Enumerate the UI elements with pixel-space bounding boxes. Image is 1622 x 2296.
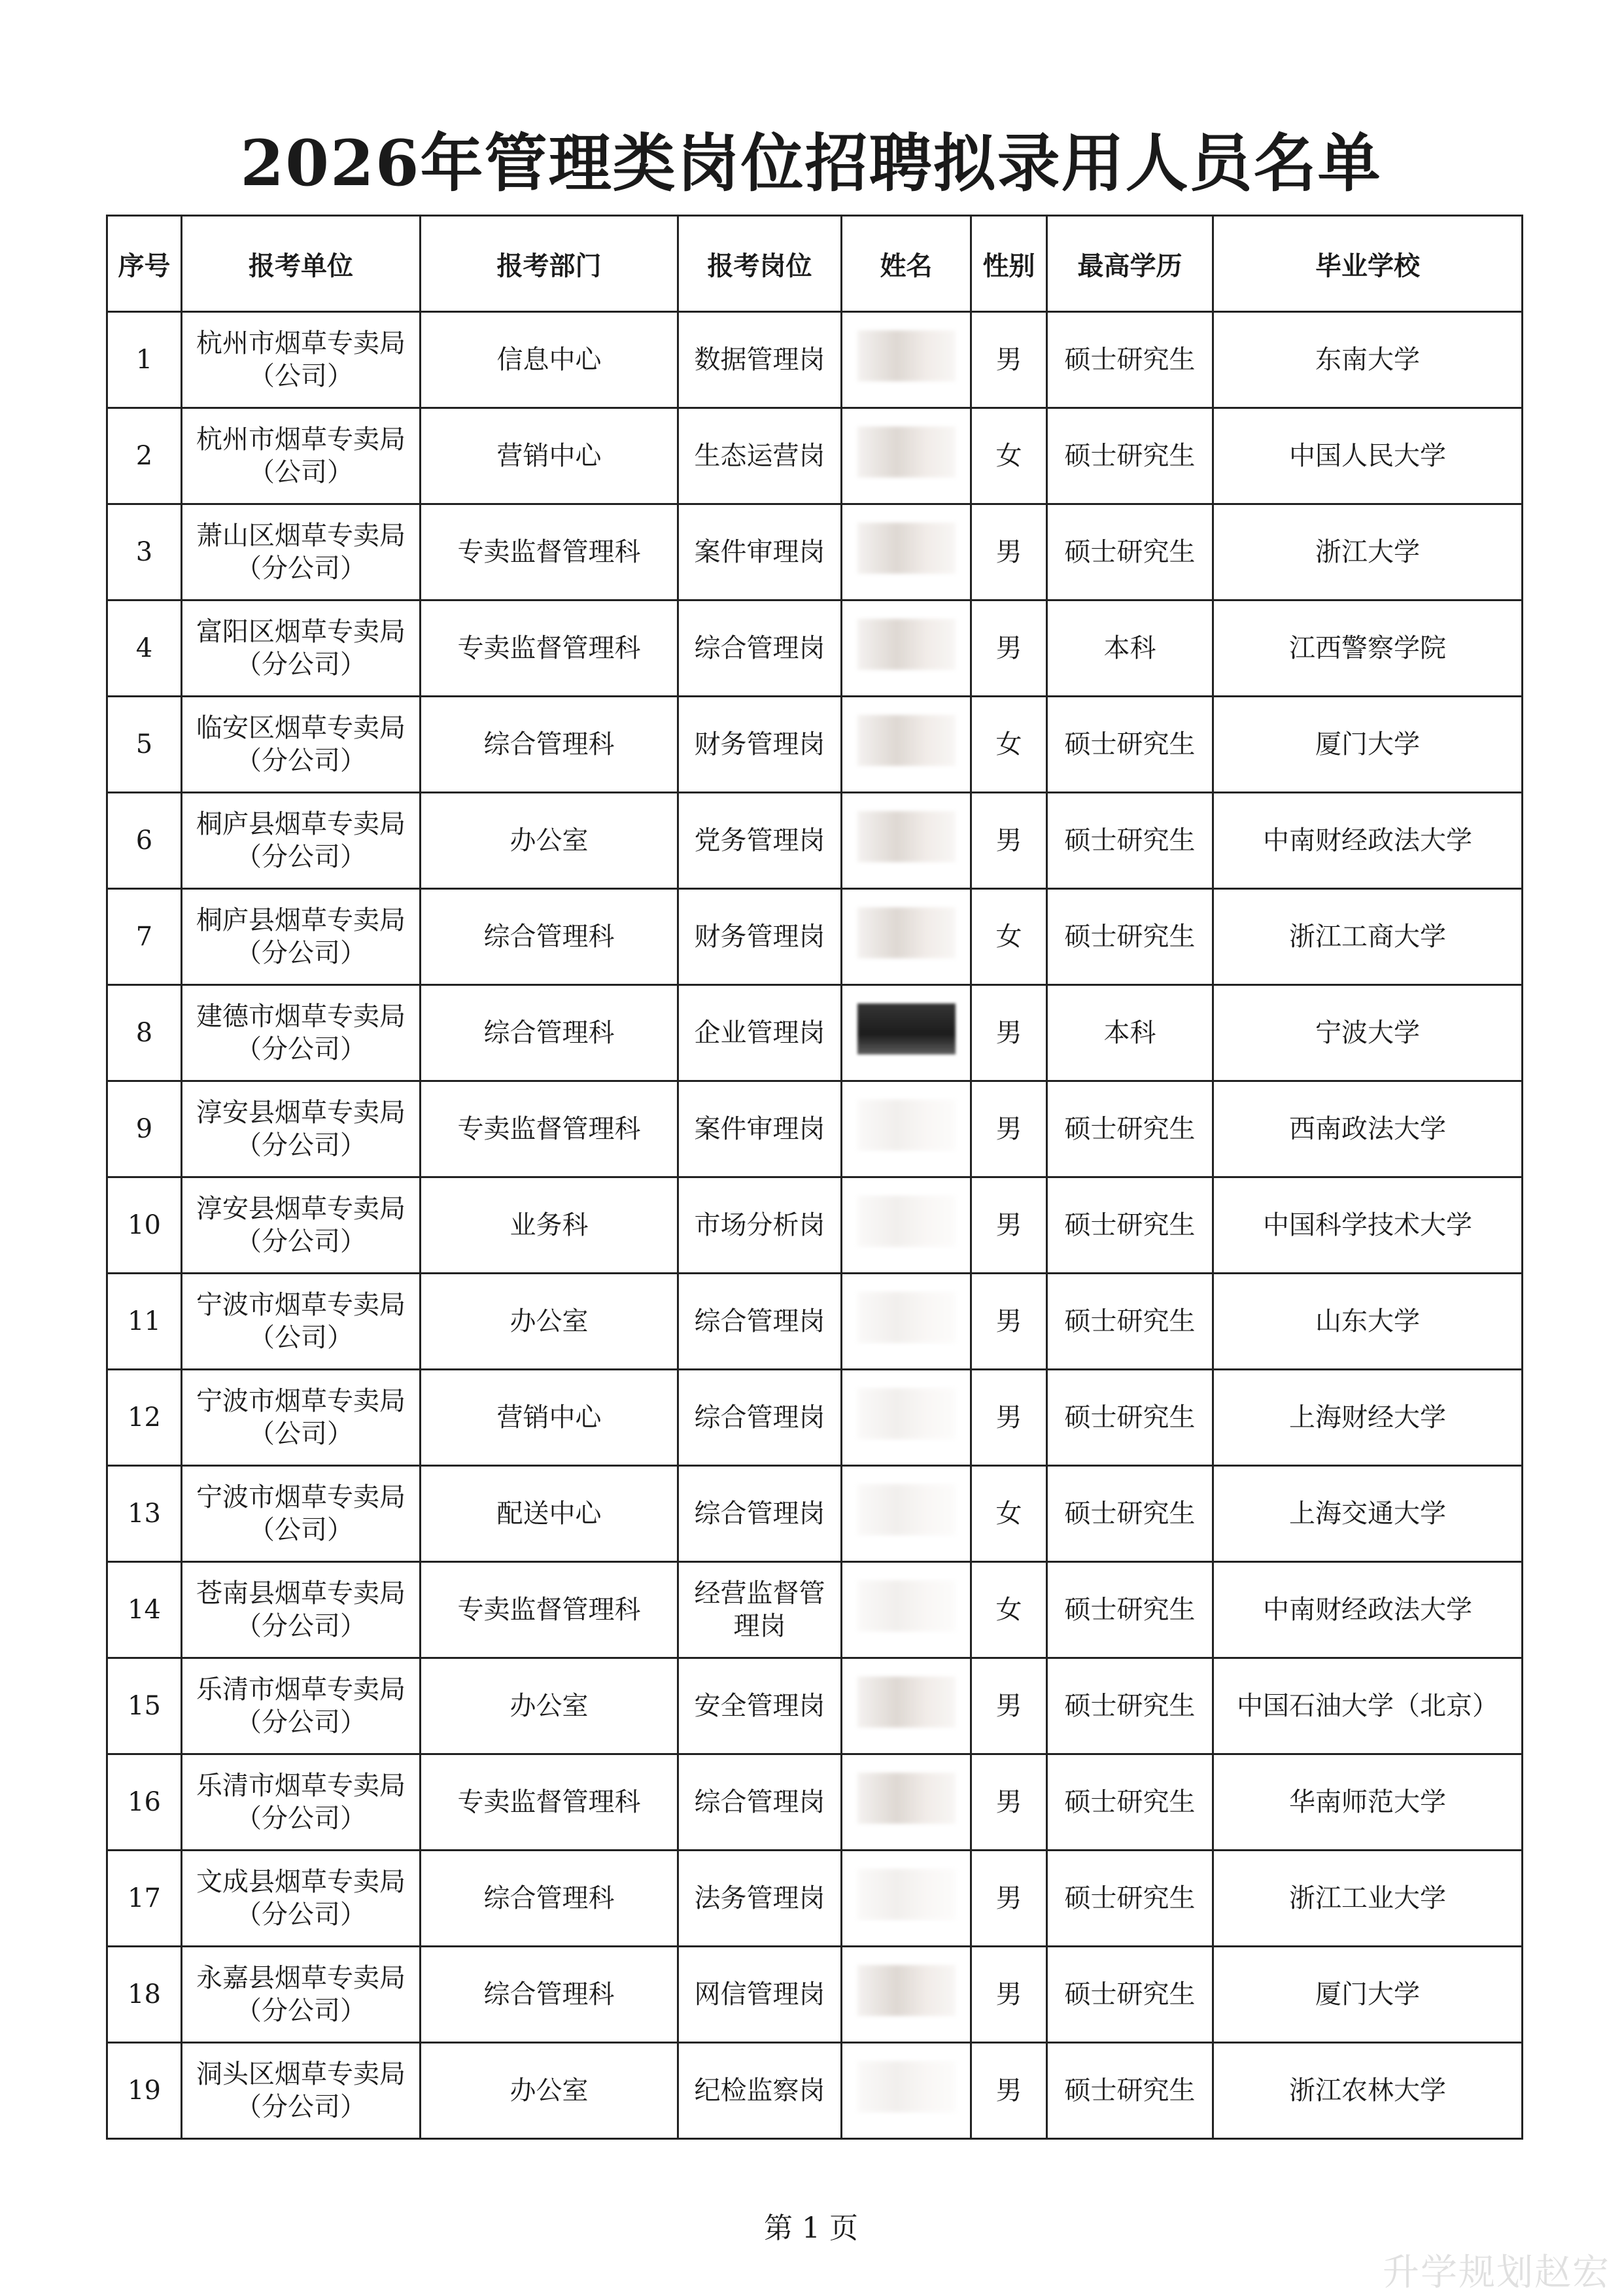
row-unit-name: 淳安县烟草专卖局: [196, 1194, 406, 1224]
redacted-name-mask: [857, 1580, 956, 1631]
redacted-name-mask: [857, 1292, 956, 1343]
row-unit: [182, 1947, 421, 2043]
row-unit: [182, 1081, 421, 1177]
row-department: 综合管理科: [421, 1947, 678, 2043]
row-unit-name: 乐清市烟草专卖局: [196, 1771, 406, 1801]
row-department: 业务科: [421, 1177, 678, 1274]
row-gender: 男: [971, 1081, 1047, 1177]
redacted-name-mask: [857, 1100, 956, 1151]
redacted-name-mask: [857, 1484, 956, 1535]
row-number: 18: [107, 1947, 182, 2043]
col-header-gender: 性别: [971, 216, 1047, 312]
row-post: 综合管理岗: [678, 600, 842, 697]
row-unit-type: （分公司）: [235, 1034, 366, 1064]
row-number: 10: [107, 1177, 182, 1274]
row-unit: [182, 1754, 421, 1851]
row-unit: [182, 889, 421, 985]
row-school: 浙江工业大学: [1213, 1851, 1523, 1947]
row-degree: 硕士研究生: [1047, 1851, 1213, 1947]
row-unit: [182, 2043, 421, 2139]
row-department: 专卖监督管理科: [421, 1081, 678, 1177]
row-number: 11: [107, 1274, 182, 1370]
table-row: [107, 504, 1523, 600]
table-row: [107, 600, 1523, 697]
row-degree: 硕士研究生: [1047, 1081, 1213, 1177]
row-post: 综合管理岗: [678, 1754, 842, 1851]
row-unit-type: （分公司）: [235, 746, 366, 776]
row-school: 东南大学: [1213, 312, 1523, 408]
row-name-redacted: [842, 1081, 971, 1177]
row-number: 3: [107, 504, 182, 600]
row-unit-name: 桐庐县烟草专卖局: [196, 809, 406, 839]
row-department: 专卖监督管理科: [421, 1562, 678, 1658]
row-name-redacted: [842, 1754, 971, 1851]
redacted-name-mask: [857, 1196, 956, 1247]
row-number: 5: [107, 697, 182, 793]
row-unit-type: （分公司）: [235, 1996, 366, 2026]
row-unit-type: （分公司）: [235, 1226, 366, 1257]
row-school: 浙江农林大学: [1213, 2043, 1523, 2139]
row-gender: 男: [971, 1177, 1047, 1274]
row-unit-name: 宁波市烟草专卖局: [196, 1482, 406, 1512]
row-gender: 女: [971, 408, 1047, 504]
table-row: [107, 408, 1523, 504]
row-gender: 男: [971, 1274, 1047, 1370]
row-unit-name: 洞头区烟草专卖局: [196, 2059, 406, 2089]
redacted-name-mask: [857, 1869, 956, 1920]
redacted-name-mask: [857, 2061, 956, 2112]
redacted-name-mask: [857, 1773, 956, 1824]
row-name-redacted: [842, 1177, 971, 1274]
row-unit: [182, 1562, 421, 1658]
row-degree: 硕士研究生: [1047, 889, 1213, 985]
row-unit: [182, 312, 421, 408]
row-number: 16: [107, 1754, 182, 1851]
table-row: [107, 312, 1523, 408]
row-unit: [182, 793, 421, 889]
row-post: 案件审理岗: [678, 1081, 842, 1177]
row-degree: 硕士研究生: [1047, 1370, 1213, 1466]
row-gender: 男: [971, 2043, 1047, 2139]
row-gender: 男: [971, 793, 1047, 889]
row-school: 中国科学技术大学: [1213, 1177, 1523, 1274]
row-gender: 男: [971, 312, 1047, 408]
row-gender: 男: [971, 600, 1047, 697]
row-unit-type: （分公司）: [235, 842, 366, 872]
redacted-name-mask: [857, 426, 956, 478]
row-department: 办公室: [421, 793, 678, 889]
table-row: [107, 985, 1523, 1081]
row-name-redacted: [842, 1658, 971, 1754]
row-unit: [182, 1851, 421, 1947]
row-degree: 硕士研究生: [1047, 504, 1213, 600]
row-name-redacted: [842, 2043, 971, 2139]
row-number: 17: [107, 1851, 182, 1947]
row-school: 山东大学: [1213, 1274, 1523, 1370]
col-header-degree: 最高学历: [1047, 216, 1213, 312]
row-unit: [182, 1658, 421, 1754]
row-department: 配送中心: [421, 1466, 678, 1562]
row-unit: [182, 697, 421, 793]
row-department: 综合管理科: [421, 1851, 678, 1947]
row-degree: 硕士研究生: [1047, 793, 1213, 889]
row-post: 生态运营岗: [678, 408, 842, 504]
row-unit: [182, 1370, 421, 1466]
row-number: 13: [107, 1466, 182, 1562]
row-school: 中南财经政法大学: [1213, 1562, 1523, 1658]
row-degree: 本科: [1047, 600, 1213, 697]
row-unit-name: 文成县烟草专卖局: [196, 1867, 406, 1897]
row-unit-type: （分公司）: [235, 938, 366, 968]
row-name-redacted: [842, 889, 971, 985]
redacted-name-mask: [857, 1388, 956, 1439]
row-unit-name: 建德市烟草专卖局: [196, 1001, 406, 1032]
row-unit-type: （分公司）: [235, 2092, 366, 2122]
row-department: 办公室: [421, 1658, 678, 1754]
row-school: 宁波大学: [1213, 985, 1523, 1081]
row-name-redacted: [842, 985, 971, 1081]
row-department: 综合管理科: [421, 985, 678, 1081]
row-department: 综合管理科: [421, 889, 678, 985]
row-school: 江西警察学院: [1213, 600, 1523, 697]
row-name-redacted: [842, 697, 971, 793]
row-post: 网信管理岗: [678, 1947, 842, 2043]
table-row: [107, 1370, 1523, 1466]
row-department: 综合管理科: [421, 697, 678, 793]
row-unit: [182, 1274, 421, 1370]
row-unit: [182, 600, 421, 697]
row-degree: 硕士研究生: [1047, 1177, 1213, 1274]
redacted-name-mask: [857, 811, 956, 862]
row-degree: 硕士研究生: [1047, 1754, 1213, 1851]
row-post: 综合管理岗: [678, 1370, 842, 1466]
row-department: 专卖监督管理科: [421, 504, 678, 600]
row-gender: 男: [971, 504, 1047, 600]
row-name-redacted: [842, 600, 971, 697]
row-department: 营销中心: [421, 1370, 678, 1466]
table-row: [107, 2043, 1523, 2139]
row-number: 14: [107, 1562, 182, 1658]
row-gender: 女: [971, 697, 1047, 793]
row-post: 经营监督管理岗: [678, 1562, 842, 1658]
page-footer: 第 1 页: [764, 2212, 858, 2245]
row-gender: 男: [971, 1370, 1047, 1466]
row-school: 华南师范大学: [1213, 1754, 1523, 1851]
row-school: 中国人民大学: [1213, 408, 1523, 504]
row-unit-name: 淳安县烟草专卖局: [196, 1098, 406, 1128]
redacted-name-mask: [857, 330, 956, 381]
row-unit-type: （分公司）: [235, 1130, 366, 1160]
row-number: 4: [107, 600, 182, 697]
row-post: 企业管理岗: [678, 985, 842, 1081]
row-unit-type: （分公司）: [235, 1900, 366, 1930]
row-number: 6: [107, 793, 182, 889]
row-school: 浙江大学: [1213, 504, 1523, 600]
redacted-name-mask: [857, 1965, 956, 2016]
row-post: 纪检监察岗: [678, 2043, 842, 2139]
row-number: 9: [107, 1081, 182, 1177]
table-row: [107, 1851, 1523, 1947]
table-row: [107, 1081, 1523, 1177]
row-unit-type: （分公司）: [235, 1611, 366, 1641]
row-name-redacted: [842, 1466, 971, 1562]
table-row: [107, 889, 1523, 985]
row-degree: 硕士研究生: [1047, 697, 1213, 793]
row-post: 案件审理岗: [678, 504, 842, 600]
row-number: 8: [107, 985, 182, 1081]
row-name-redacted: [842, 312, 971, 408]
row-unit-type: （公司）: [249, 361, 353, 391]
redacted-name-mask: [857, 1003, 956, 1054]
row-unit-type: （公司）: [249, 457, 353, 487]
row-unit-type: （分公司）: [235, 553, 366, 583]
row-school: 浙江工商大学: [1213, 889, 1523, 985]
row-post: 法务管理岗: [678, 1851, 842, 1947]
row-number: 15: [107, 1658, 182, 1754]
row-unit-name: 宁波市烟草专卖局: [196, 1290, 406, 1320]
row-unit: [182, 1466, 421, 1562]
row-number: 19: [107, 2043, 182, 2139]
row-department: 办公室: [421, 2043, 678, 2139]
watermark: 升学规划赵宏: [1383, 2252, 1610, 2294]
row-post: 安全管理岗: [678, 1658, 842, 1754]
row-unit-name: 杭州市烟草专卖局: [196, 425, 406, 455]
table-row: [107, 1562, 1523, 1658]
col-header-unit: 报考单位: [182, 216, 421, 312]
row-school: 厦门大学: [1213, 697, 1523, 793]
col-header-post: 报考岗位: [678, 216, 842, 312]
row-post: 综合管理岗: [678, 1466, 842, 1562]
row-unit: [182, 408, 421, 504]
row-post: 党务管理岗: [678, 793, 842, 889]
row-unit-type: （公司）: [249, 1515, 353, 1545]
row-gender: 男: [971, 985, 1047, 1081]
row-unit-name: 乐清市烟草专卖局: [196, 1675, 406, 1705]
row-school: 上海交通大学: [1213, 1466, 1523, 1562]
col-header-no: 序号: [107, 216, 182, 312]
row-unit-name: 桐庐县烟草专卖局: [196, 905, 406, 935]
row-name-redacted: [842, 504, 971, 600]
row-name-redacted: [842, 1851, 971, 1947]
col-header-name: 姓名: [842, 216, 971, 312]
row-unit-name: 萧山区烟草专卖局: [196, 521, 406, 551]
row-post: 市场分析岗: [678, 1177, 842, 1274]
row-number: 2: [107, 408, 182, 504]
row-gender: 男: [971, 1947, 1047, 2043]
row-name-redacted: [842, 1562, 971, 1658]
row-degree: 硕士研究生: [1047, 2043, 1213, 2139]
header-row: [107, 216, 1523, 312]
table-row: [107, 1466, 1523, 1562]
row-post: 数据管理岗: [678, 312, 842, 408]
table-row: [107, 1754, 1523, 1851]
row-school: 西南政法大学: [1213, 1081, 1523, 1177]
table-row: [107, 1177, 1523, 1274]
document-title: 2026年管理类岗位招聘拟录用人员名单: [240, 126, 1382, 200]
row-unit-name: 永嘉县烟草专卖局: [196, 1963, 406, 1993]
row-department: 专卖监督管理科: [421, 600, 678, 697]
row-number: 12: [107, 1370, 182, 1466]
row-gender: 男: [971, 1754, 1047, 1851]
row-degree: 硕士研究生: [1047, 408, 1213, 504]
row-school: 厦门大学: [1213, 1947, 1523, 2043]
row-school: 上海财经大学: [1213, 1370, 1523, 1466]
row-gender: 男: [971, 1658, 1047, 1754]
row-degree: 硕士研究生: [1047, 1947, 1213, 2043]
row-number: 7: [107, 889, 182, 985]
row-unit: [182, 985, 421, 1081]
row-unit-type: （公司）: [249, 1419, 353, 1449]
row-unit-name: 宁波市烟草专卖局: [196, 1386, 406, 1416]
row-name-redacted: [842, 793, 971, 889]
roster-table: [106, 215, 1523, 2140]
row-unit-name: 苍南县烟草专卖局: [196, 1578, 406, 1609]
redacted-name-mask: [857, 907, 956, 958]
row-degree: 硕士研究生: [1047, 312, 1213, 408]
roster-body: [107, 312, 1523, 2139]
table-row: [107, 793, 1523, 889]
row-school: 中南财经政法大学: [1213, 793, 1523, 889]
row-unit-name: 富阳区烟草专卖局: [196, 617, 406, 647]
row-unit-type: （分公司）: [235, 650, 366, 680]
redacted-name-mask: [857, 523, 956, 574]
row-gender: 女: [971, 889, 1047, 985]
col-header-dept: 报考部门: [421, 216, 678, 312]
table-row: [107, 1947, 1523, 2043]
row-school: 中国石油大学（北京）: [1213, 1658, 1523, 1754]
row-gender: 男: [971, 1851, 1047, 1947]
redacted-name-mask: [857, 715, 956, 766]
row-unit-type: （公司）: [249, 1323, 353, 1353]
row-degree: 硕士研究生: [1047, 1274, 1213, 1370]
redacted-name-mask: [857, 1677, 956, 1728]
row-gender: 女: [971, 1466, 1047, 1562]
row-unit: [182, 504, 421, 600]
row-post: 综合管理岗: [678, 1274, 842, 1370]
row-unit-type: （分公司）: [235, 1803, 366, 1834]
row-degree: 本科: [1047, 985, 1213, 1081]
row-post: 财务管理岗: [678, 889, 842, 985]
row-name-redacted: [842, 1274, 971, 1370]
row-name-redacted: [842, 1370, 971, 1466]
row-department: 办公室: [421, 1274, 678, 1370]
row-post: 财务管理岗: [678, 697, 842, 793]
row-department: 专卖监督管理科: [421, 1754, 678, 1851]
table-row: [107, 1658, 1523, 1754]
row-department: 营销中心: [421, 408, 678, 504]
col-header-school: 毕业学校: [1213, 216, 1523, 312]
row-number: 1: [107, 312, 182, 408]
row-unit-name: 临安区烟草专卖局: [196, 713, 406, 743]
row-unit-name: 杭州市烟草专卖局: [196, 328, 406, 358]
row-department: 信息中心: [421, 312, 678, 408]
row-gender: 女: [971, 1562, 1047, 1658]
row-unit-type: （分公司）: [235, 1707, 366, 1737]
row-degree: 硕士研究生: [1047, 1658, 1213, 1754]
table-row: [107, 1274, 1523, 1370]
table-row: [107, 697, 1523, 793]
row-name-redacted: [842, 1947, 971, 2043]
row-degree: 硕士研究生: [1047, 1562, 1213, 1658]
redacted-name-mask: [857, 619, 956, 670]
row-unit: [182, 1177, 421, 1274]
row-name-redacted: [842, 408, 971, 504]
row-degree: 硕士研究生: [1047, 1466, 1213, 1562]
